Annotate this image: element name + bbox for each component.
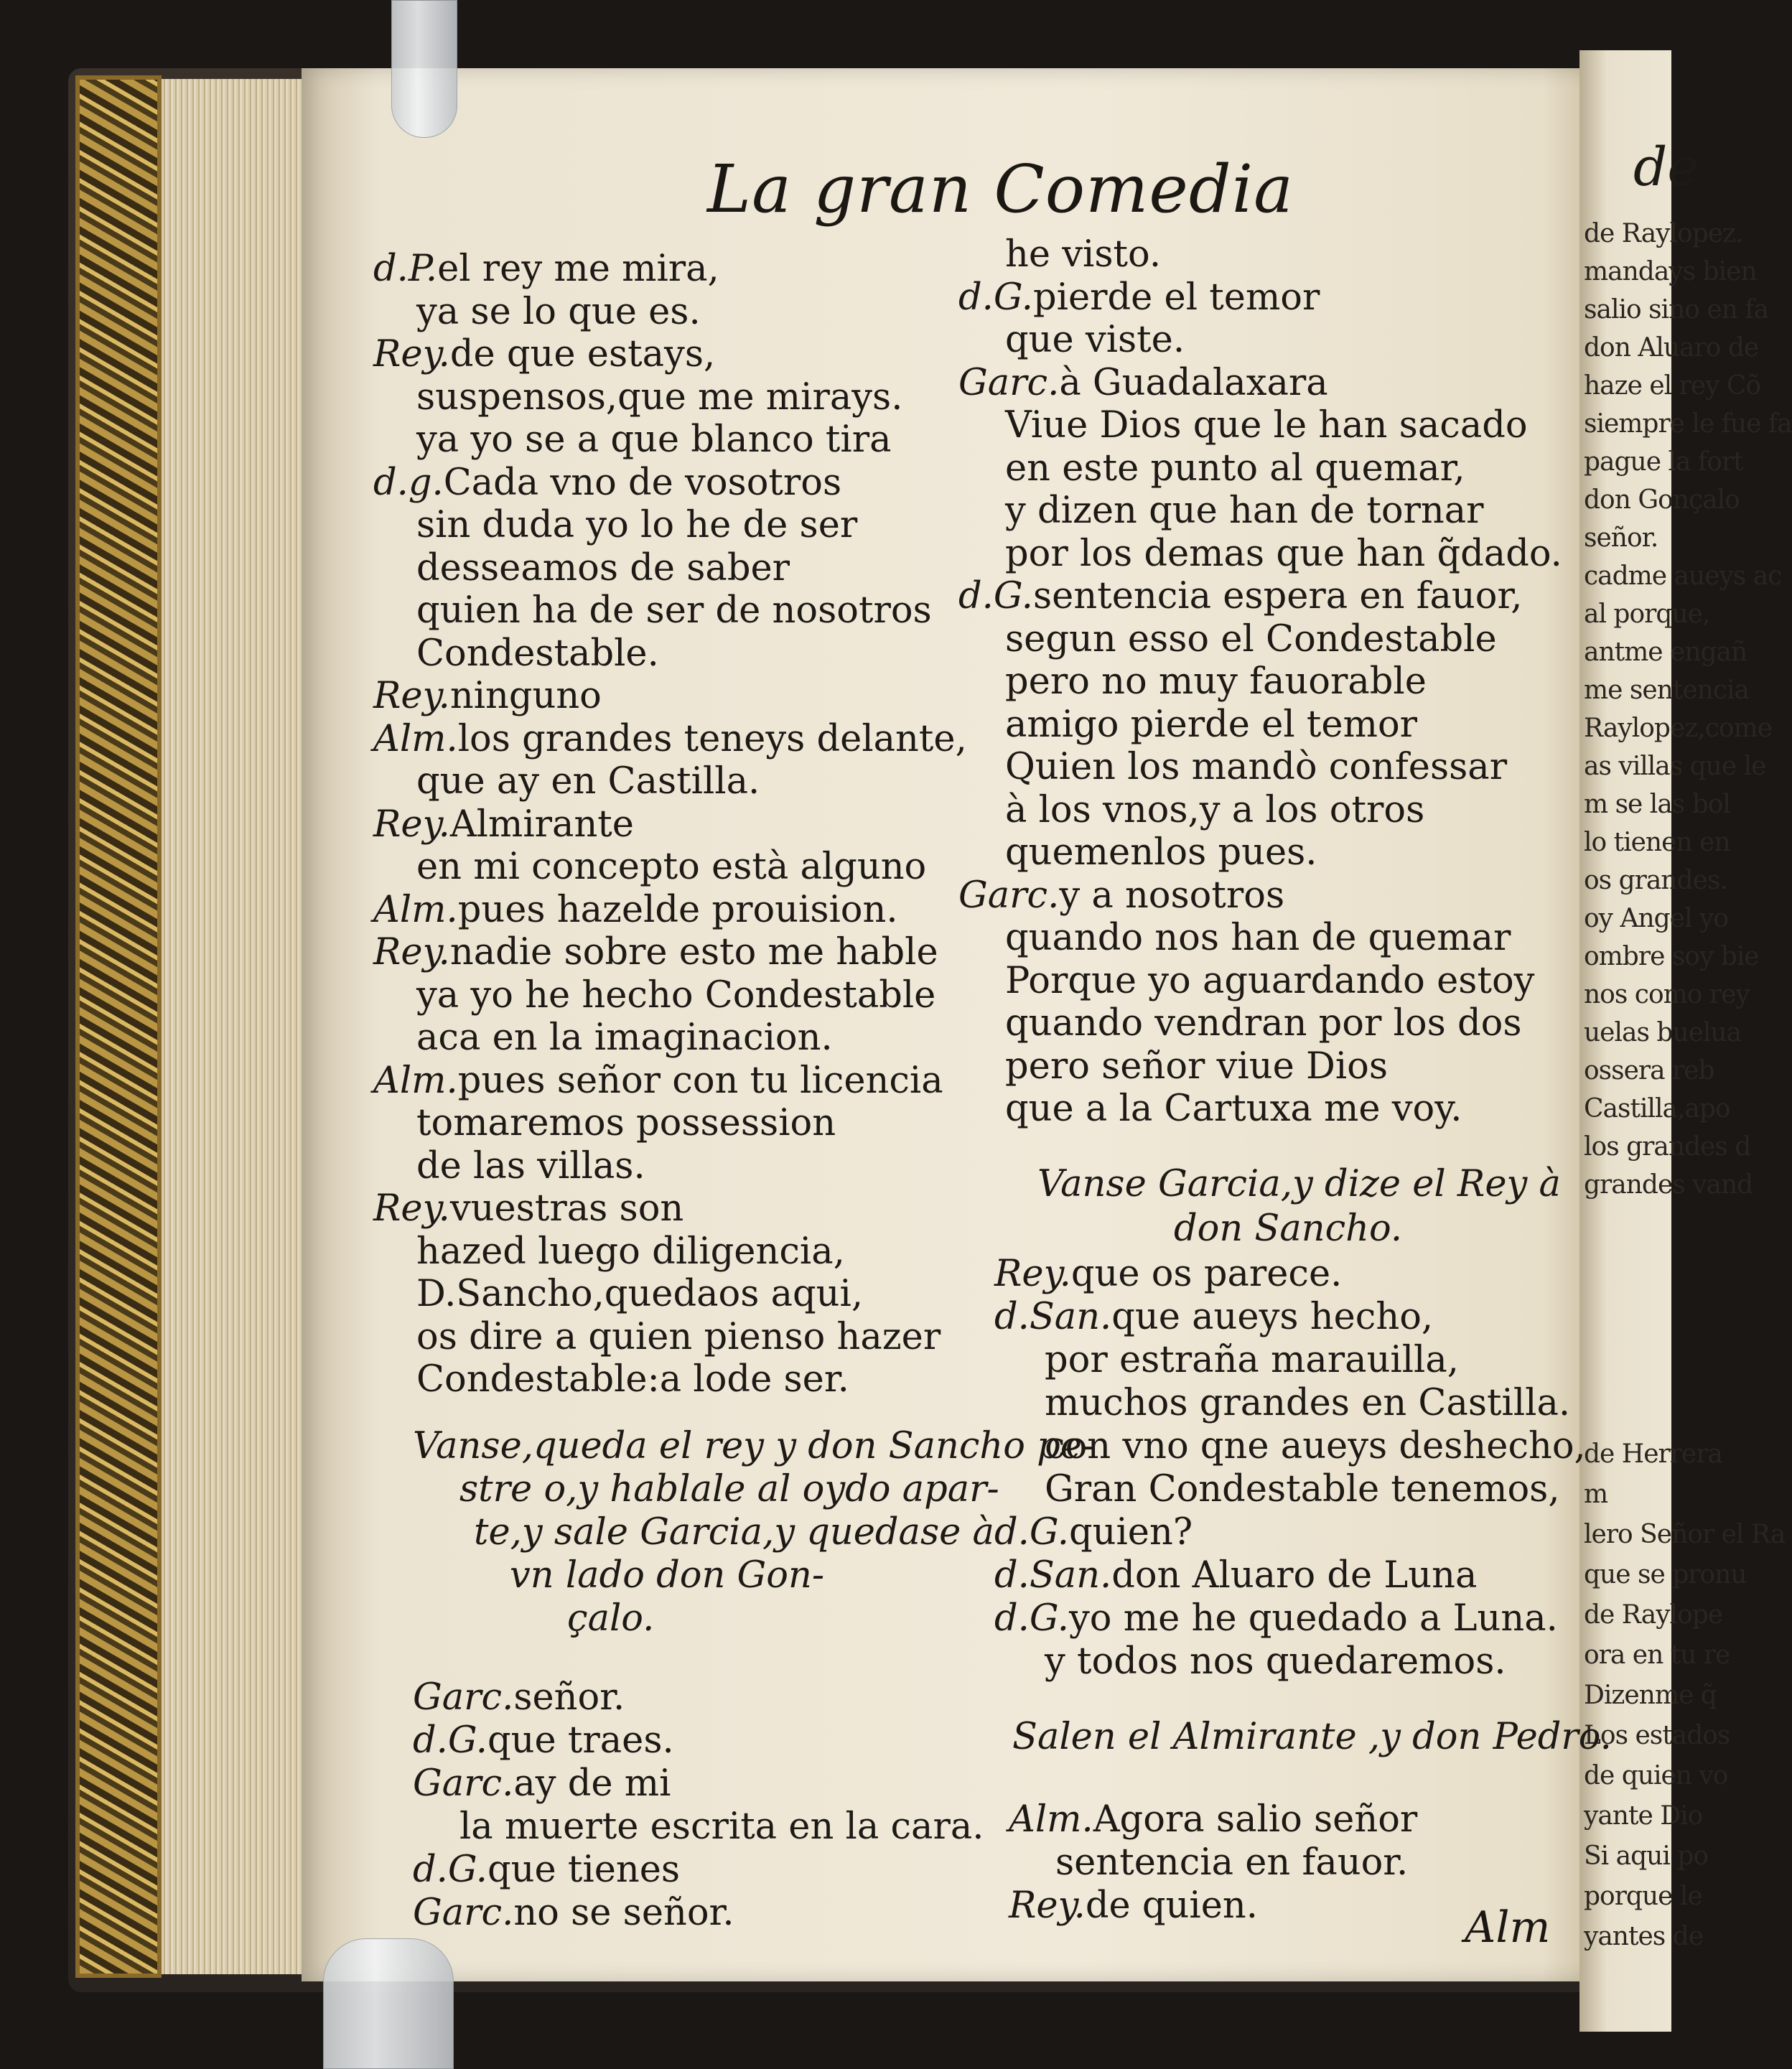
verse-line xyxy=(1009,1798,1417,1841)
verse-line xyxy=(413,1849,680,1891)
verse-line xyxy=(994,1296,1433,1338)
speaker-label: Garc. xyxy=(958,874,1060,917)
verse-line xyxy=(1005,1088,1462,1130)
speaker-label: Rey. xyxy=(373,931,450,973)
facing-page-line: salio sino en fa xyxy=(1584,295,1769,324)
verse-text: los grandes teneys delante, xyxy=(457,717,967,760)
verse-text: que os parece. xyxy=(1070,1253,1343,1295)
verse-text: por los demas que han q̃dado. xyxy=(1005,532,1562,575)
verse-line xyxy=(416,1230,845,1273)
speaker-label: d.P. xyxy=(373,248,438,290)
verse-text: Cada vno de vosotros xyxy=(443,461,842,504)
verse-text: que tienes xyxy=(487,1849,681,1891)
verse-line xyxy=(416,846,926,888)
verse-line xyxy=(373,1187,683,1230)
speaker-label: Alm. xyxy=(373,1059,458,1102)
verse-text: Condestable. xyxy=(416,632,659,675)
verse-text: suspensos,que me mirays. xyxy=(416,375,903,419)
speaker-label: Rey. xyxy=(373,675,450,717)
verse-text: que traes. xyxy=(487,1719,674,1762)
verse-text: sentencia en fauor. xyxy=(1055,1841,1409,1884)
verse-line xyxy=(994,1511,1193,1554)
verse-line xyxy=(958,362,1328,404)
speaker-label: d.San. xyxy=(994,1296,1112,1338)
facing-page-line: Si aqui po xyxy=(1584,1841,1708,1871)
verse-line xyxy=(416,419,892,461)
verse-text: quien? xyxy=(1069,1511,1193,1554)
verse-line xyxy=(373,931,938,973)
verse-line xyxy=(373,675,602,717)
verse-line xyxy=(1005,789,1424,831)
verse-text: muchos grandes en Castilla. xyxy=(1045,1382,1571,1424)
speaker-label: Alm. xyxy=(1009,1798,1093,1841)
verse-line xyxy=(459,1806,984,1848)
verse-text: quando nos han de quemar xyxy=(1005,917,1511,959)
verse-line xyxy=(1005,704,1417,746)
verse-text: que ay en Castilla. xyxy=(416,760,760,803)
verse-line xyxy=(416,504,857,546)
speaker-label: Garc. xyxy=(413,1892,514,1934)
facing-page-line: nos como rey xyxy=(1584,980,1750,1009)
verse-line xyxy=(413,1676,625,1719)
facing-page-line: siempre le fue fa xyxy=(1584,409,1792,439)
speaker-label: d.G. xyxy=(958,276,1033,319)
stage-direction-line: stre o,y hablale al oydo apar- xyxy=(459,1468,999,1510)
facing-page-line: los grandes d xyxy=(1584,1132,1751,1162)
verse-line xyxy=(1005,404,1528,447)
facing-page-line: pague la fort xyxy=(1584,447,1743,477)
speaker-label: Rey. xyxy=(994,1253,1071,1295)
verse-text: Agora salio señor xyxy=(1093,1798,1418,1841)
stage-direction-line: vn lado don Gon- xyxy=(510,1554,825,1597)
verse-text: ya se lo que es. xyxy=(416,290,701,333)
verse-line xyxy=(373,889,898,931)
verse-text: no se señor. xyxy=(513,1892,734,1934)
speaker-label: Rey. xyxy=(1009,1884,1086,1927)
verse-text: que viste. xyxy=(1005,319,1185,361)
facing-page-line: Castilla,apo xyxy=(1584,1094,1730,1124)
speaker-label: d.g. xyxy=(373,461,444,504)
verse-line xyxy=(1005,447,1465,490)
verse-line xyxy=(413,1762,671,1805)
stage-direction-line: Salen el Almirante ,y don Pedro. xyxy=(1012,1716,1612,1758)
facing-page-line: haze el rey Cõ xyxy=(1584,371,1761,401)
verse-text: vuestras son xyxy=(449,1187,684,1230)
verse-text: pierde el temor xyxy=(1033,276,1320,319)
stage-direction-line: te,y sale Garcia,y quedase à xyxy=(474,1511,994,1554)
verse-line xyxy=(1005,233,1161,276)
verse-text: à Guadalaxara xyxy=(1059,361,1328,404)
speaker-label: Garc. xyxy=(958,361,1060,404)
verse-line xyxy=(1005,533,1562,575)
verse-text: y a nosotros xyxy=(1059,874,1285,917)
verse-text: Viue Dios que le han sacado xyxy=(1005,404,1528,447)
verse-line xyxy=(413,1719,674,1762)
facing-page-line: de quien vo xyxy=(1584,1761,1728,1790)
verse-line xyxy=(416,376,902,419)
facing-page-line: señor. xyxy=(1584,523,1658,553)
verse-line xyxy=(1045,1468,1560,1510)
verse-line xyxy=(1045,1339,1459,1381)
facing-page-line: Dizenme q̃ xyxy=(1584,1681,1717,1710)
verse-text: os dire a quien pienso hazer xyxy=(416,1315,941,1358)
facing-page-line: mandays bien xyxy=(1584,257,1757,286)
verse-line xyxy=(416,1017,833,1059)
verse-text: Condestable:a lode ser. xyxy=(416,1358,849,1401)
verse-line xyxy=(1005,660,1427,703)
verse-text: segun esso el Condestable xyxy=(1005,617,1497,660)
page-clip-top xyxy=(391,0,457,138)
verse-line xyxy=(1005,960,1534,1002)
verse-line xyxy=(1005,1002,1522,1045)
verse-text: pero no muy fauorable xyxy=(1005,660,1427,703)
speaker-label: Garc. xyxy=(413,1762,514,1805)
verse-text: ninguno xyxy=(449,675,602,717)
facing-page-line: m se las bol xyxy=(1584,790,1730,819)
stage-direction-line: çalo. xyxy=(567,1597,655,1640)
verse-text: sin duda yo lo he de ser xyxy=(416,504,858,546)
verse-line xyxy=(958,276,1320,319)
facing-page-header: de xyxy=(1633,136,1699,198)
verse-text: que a la Cartuxa me voy. xyxy=(1005,1088,1462,1130)
facing-page-line: al porque, xyxy=(1584,599,1710,629)
verse-text: que aueys hecho, xyxy=(1111,1296,1434,1338)
verse-text: pero señor viue Dios xyxy=(1005,1045,1389,1088)
verse-text: pues hazelde prouision. xyxy=(457,888,898,931)
verse-text: la muerte escrita en la cara. xyxy=(459,1806,984,1848)
facing-page-line: ossera reb xyxy=(1584,1056,1714,1085)
verse-line xyxy=(958,874,1284,917)
speaker-label: d.G. xyxy=(958,575,1033,617)
verse-text: Almirante xyxy=(449,803,634,846)
verse-line xyxy=(1005,746,1507,788)
facing-page-line: antme engañ xyxy=(1584,637,1747,667)
verse-text: en mi concepto està alguno xyxy=(416,846,927,888)
verse-line xyxy=(1045,1640,1506,1683)
verse-text: ay de mi xyxy=(513,1762,671,1805)
verse-line xyxy=(958,575,1522,617)
verse-text: por estraña marauilla, xyxy=(1045,1339,1459,1381)
facing-page-line: lero Señor el Ra xyxy=(1584,1520,1786,1549)
speaker-label: Alm. xyxy=(373,717,458,760)
verse-line xyxy=(373,803,634,846)
verse-text: pues señor con tu licencia xyxy=(457,1059,943,1102)
verse-line xyxy=(416,632,659,675)
verse-text: tomaremos possession xyxy=(416,1102,836,1144)
verse-text: señor. xyxy=(513,1676,625,1719)
verse-line xyxy=(1009,1884,1258,1927)
verse-text: desseamos de saber xyxy=(416,546,790,589)
verse-line xyxy=(1005,1045,1388,1088)
verse-line xyxy=(1005,490,1484,532)
verse-text: de quien. xyxy=(1085,1884,1258,1927)
facing-page-line: oy Angel yo xyxy=(1584,904,1728,933)
speaker-label: Rey. xyxy=(373,1187,450,1230)
verse-text: ya yo se a que blanco tira xyxy=(416,419,892,461)
facing-page-line: Los estados xyxy=(1584,1721,1730,1750)
verse-text: quien ha de ser de nosotros xyxy=(416,589,932,632)
verse-text: de que estays, xyxy=(449,333,716,375)
facing-page-line: Raylopez,come xyxy=(1584,714,1772,743)
verse-line xyxy=(994,1597,1558,1640)
stage-direction-line: don Sancho. xyxy=(1174,1208,1403,1250)
verse-text: de las villas. xyxy=(416,1144,645,1187)
verse-line xyxy=(1005,917,1511,959)
verse-text: en este punto al quemar, xyxy=(1005,447,1465,490)
gilt-fore-edge xyxy=(75,75,162,1978)
verse-line xyxy=(994,1554,1477,1597)
verse-line xyxy=(416,1358,849,1401)
verse-text: quemenlos pues. xyxy=(1005,831,1317,874)
speaker-label: d.G. xyxy=(994,1597,1069,1640)
verse-line xyxy=(416,589,932,632)
facing-page-line: yantes de xyxy=(1584,1922,1704,1951)
facing-page-line: don Aluaro de xyxy=(1584,333,1759,363)
verse-line xyxy=(416,1316,941,1358)
verse-text: con vno qne aueys deshecho, xyxy=(1045,1425,1586,1467)
verse-line xyxy=(413,1892,734,1934)
facing-page-line: uelas buelua xyxy=(1584,1018,1742,1047)
facing-page-line: as villas que le xyxy=(1584,752,1766,781)
verse-line xyxy=(1005,319,1185,361)
speaker-label: d.San. xyxy=(994,1554,1112,1597)
facing-page-line: de Herrera xyxy=(1584,1439,1722,1469)
verse-line xyxy=(416,1145,645,1187)
verse-text: sentencia espera en fauor, xyxy=(1033,575,1523,617)
verse-text: D.Sancho,quedaos aqui, xyxy=(416,1273,864,1315)
catchword: Alm xyxy=(1465,1902,1551,1953)
verse-line xyxy=(373,1060,943,1102)
verse-text: Gran Condestable tenemos, xyxy=(1045,1468,1560,1510)
verse-text: hazed luego diligencia, xyxy=(416,1230,845,1273)
speaker-label: Rey. xyxy=(373,333,450,375)
facing-page-line: lo tienen en xyxy=(1584,828,1730,857)
verse-line xyxy=(373,718,967,760)
verse-text: he visto. xyxy=(1005,233,1162,276)
verse-text: y dizen que han de tornar xyxy=(1005,490,1484,532)
verse-line xyxy=(416,760,760,803)
verse-line xyxy=(416,547,790,589)
stage-direction-line: Vanse,queda el rey y don Sancho pe- xyxy=(413,1425,1095,1467)
verse-text: Porque yo aguardando estoy xyxy=(1005,959,1535,1002)
speaker-label: Garc. xyxy=(413,1676,514,1719)
facing-page-line: yante Dio xyxy=(1584,1801,1703,1831)
verse-line xyxy=(1045,1425,1586,1467)
facing-page-line: m xyxy=(1584,1480,1608,1509)
verse-line xyxy=(1045,1382,1570,1424)
verse-text: yo me he quedado a Luna. xyxy=(1069,1597,1558,1640)
facing-page-line: cadme aueys ac xyxy=(1584,561,1782,591)
speaker-label: d.G. xyxy=(413,1719,487,1762)
verse-text: don Aluaro de Luna xyxy=(1111,1554,1478,1597)
facing-page-line: don Gonçalo xyxy=(1584,485,1740,515)
facing-page-line: grandes vand xyxy=(1584,1170,1753,1200)
verse-line xyxy=(1005,618,1497,660)
verse-text: Quien los mandò confessar xyxy=(1005,746,1508,788)
facing-page-line: de Raylope xyxy=(1584,1600,1723,1630)
facing-page-line: de Raylopez. xyxy=(1584,219,1743,248)
verse-text: aca en la imaginacion. xyxy=(416,1017,833,1059)
verse-line xyxy=(373,333,715,375)
verse-line xyxy=(373,248,719,290)
facing-page-line: me sentencia xyxy=(1584,676,1749,705)
verse-text: el rey me mira, xyxy=(437,248,719,290)
verse-line xyxy=(416,974,935,1017)
verse-line xyxy=(1055,1841,1408,1884)
verse-line xyxy=(1005,831,1317,874)
running-head: La gran Comedia xyxy=(707,151,1294,228)
verse-text: ya yo he hecho Condestable xyxy=(416,973,936,1017)
verse-line xyxy=(373,462,841,504)
verse-line xyxy=(994,1253,1342,1295)
verse-line xyxy=(416,291,701,333)
verse-text: à los vnos,y a los otros xyxy=(1005,788,1425,831)
verse-line xyxy=(416,1273,863,1315)
verse-text: nadie sobre esto me hable xyxy=(449,931,938,973)
page-clip-bottom xyxy=(323,1938,454,2069)
verse-text: y todos nos quedaremos. xyxy=(1045,1640,1506,1683)
facing-page-line: ombre soy bie xyxy=(1584,942,1759,971)
speaker-label: Alm. xyxy=(373,888,458,931)
verse-text: quando vendran por los dos xyxy=(1005,1002,1522,1045)
facing-page-line: que se pronu xyxy=(1584,1560,1747,1589)
speaker-label: d.G. xyxy=(413,1849,487,1891)
speaker-label: Rey. xyxy=(373,803,450,846)
verse-line xyxy=(416,1102,836,1144)
facing-page-line: os grandes. xyxy=(1584,866,1727,895)
facing-page-line: ora en tu re xyxy=(1584,1640,1730,1670)
verse-text: amigo pierde el temor xyxy=(1005,703,1418,746)
page-block-edge xyxy=(162,79,312,1974)
facing-page-line: porque le xyxy=(1584,1882,1702,1911)
stage-direction-line: Vanse Garcia,y dize el Rey à xyxy=(1037,1163,1561,1205)
speaker-label: d.G. xyxy=(994,1511,1069,1554)
